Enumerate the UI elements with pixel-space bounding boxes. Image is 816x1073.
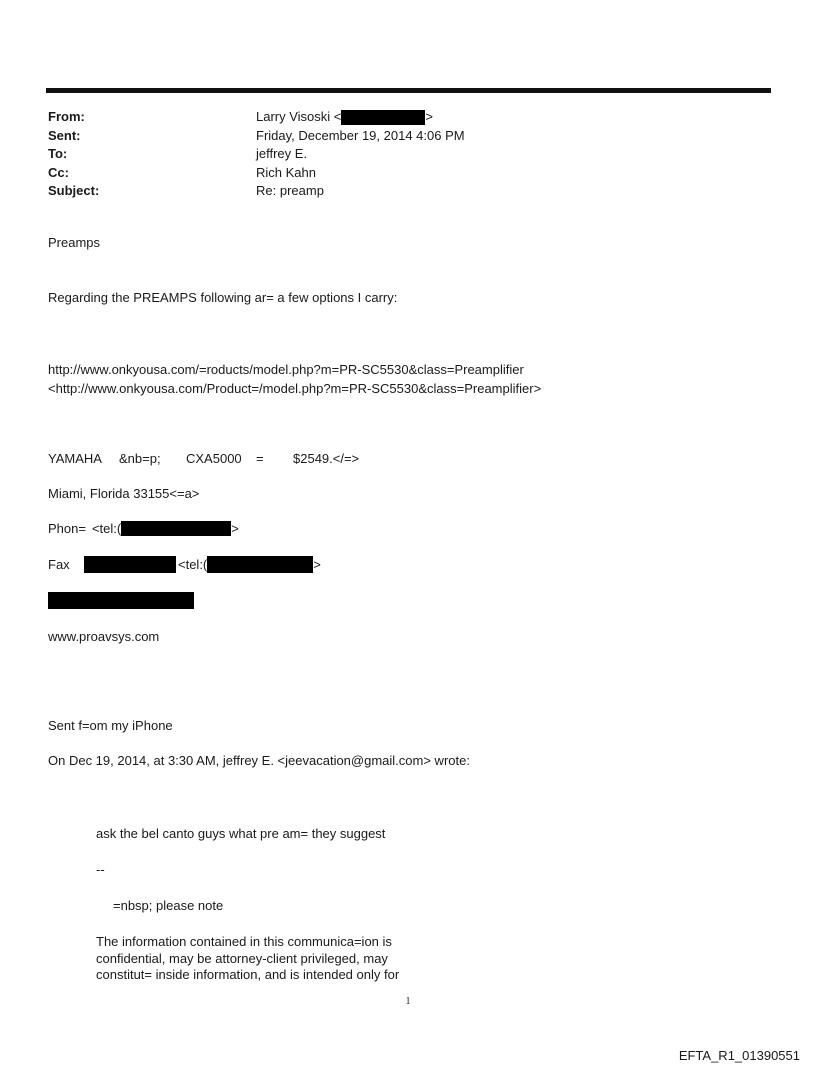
from-name: Larry Visoski < [256, 109, 342, 124]
subject-row [48, 182, 748, 201]
redaction-box [48, 592, 194, 609]
to-value: jeffrey E. [256, 146, 308, 161]
redaction-box [207, 556, 313, 573]
header-rule [46, 88, 771, 93]
website-link[interactable]: www.proavsys.com [48, 629, 160, 644]
from-value [256, 108, 433, 127]
yamaha-price: $2549.</=> [293, 451, 360, 466]
document-id: EFTA_R1_01390551 [678, 1048, 800, 1063]
onkyo-url-link[interactable]: http://www.onkyousa.com/=roducts/model.php?m=PR-SC5530&class=Preamplifier [48, 362, 524, 377]
disclaimer-line: The information contained in this communica=ion is [96, 934, 392, 949]
cc-row [48, 164, 748, 183]
quoted-ask: ask the bel canto guys what pre am= they suggest [96, 826, 386, 841]
yamaha-nbsp: &nb=p; [119, 451, 161, 466]
fax-line [48, 556, 321, 573]
fax-tel-link[interactable]: <tel:( [178, 557, 208, 572]
disclaimer-line: constitut= inside information, and is intended only for [96, 967, 400, 982]
email-header [48, 108, 748, 201]
from-label: From: [48, 109, 85, 124]
redaction-box [84, 556, 176, 573]
phone-tel-link[interactable]: <tel:( [91, 521, 122, 536]
redaction-box [121, 521, 231, 536]
quoted-header: On Dec 19, 2014, at 3:30 AM, jeffrey E. <jeevacation@gmail.com> wrote: [48, 753, 470, 768]
yamaha-brand: YAMAHA [48, 451, 102, 466]
redaction-box [341, 110, 425, 125]
quoted-note: =nbsp; please note [113, 898, 224, 913]
subject-value: Re: preamp [256, 183, 324, 198]
fax-label: Fax [48, 557, 70, 572]
yamaha-equals: = [256, 451, 264, 466]
disclaimer-line: confidential, may be attorney-client privileged, may [96, 950, 388, 966]
sent-from-line: Sent f=om my iPhone [48, 718, 173, 733]
phone-line [48, 520, 239, 537]
body-heading: Preamps [48, 235, 101, 250]
body-intro: Regarding the PREAMPS following ar= a few options I carry: [48, 290, 398, 305]
sent-value: Friday, December 19, 2014 4:06 PM [256, 127, 465, 143]
page-number: 1 [405, 996, 411, 1007]
yamaha-model: CXA5000 [186, 451, 242, 466]
fax-suffix: > [313, 557, 321, 572]
onkyo-url-bracketed[interactable]: <http://www.onkyousa.com/Product=/model.php?m=PR-SC5530&class=Preamplifier> [48, 381, 542, 396]
cc-value: Rich Kahn [256, 164, 316, 180]
to-label: To: [48, 146, 68, 161]
from-suffix: > [425, 109, 433, 124]
quoted-dash: -- [96, 862, 105, 877]
sent-row [48, 127, 748, 146]
disclaimer [96, 934, 456, 984]
to-row [48, 145, 748, 164]
phone-suffix: > [231, 521, 239, 536]
phone-prefix: Phon= [48, 521, 86, 536]
from-row [48, 108, 748, 127]
address-line: Miami, Florida 33155<=a> [48, 486, 200, 501]
subject-label: Subject: [48, 183, 100, 198]
cc-label: Cc: [48, 164, 69, 180]
sent-label: Sent: [48, 127, 81, 143]
